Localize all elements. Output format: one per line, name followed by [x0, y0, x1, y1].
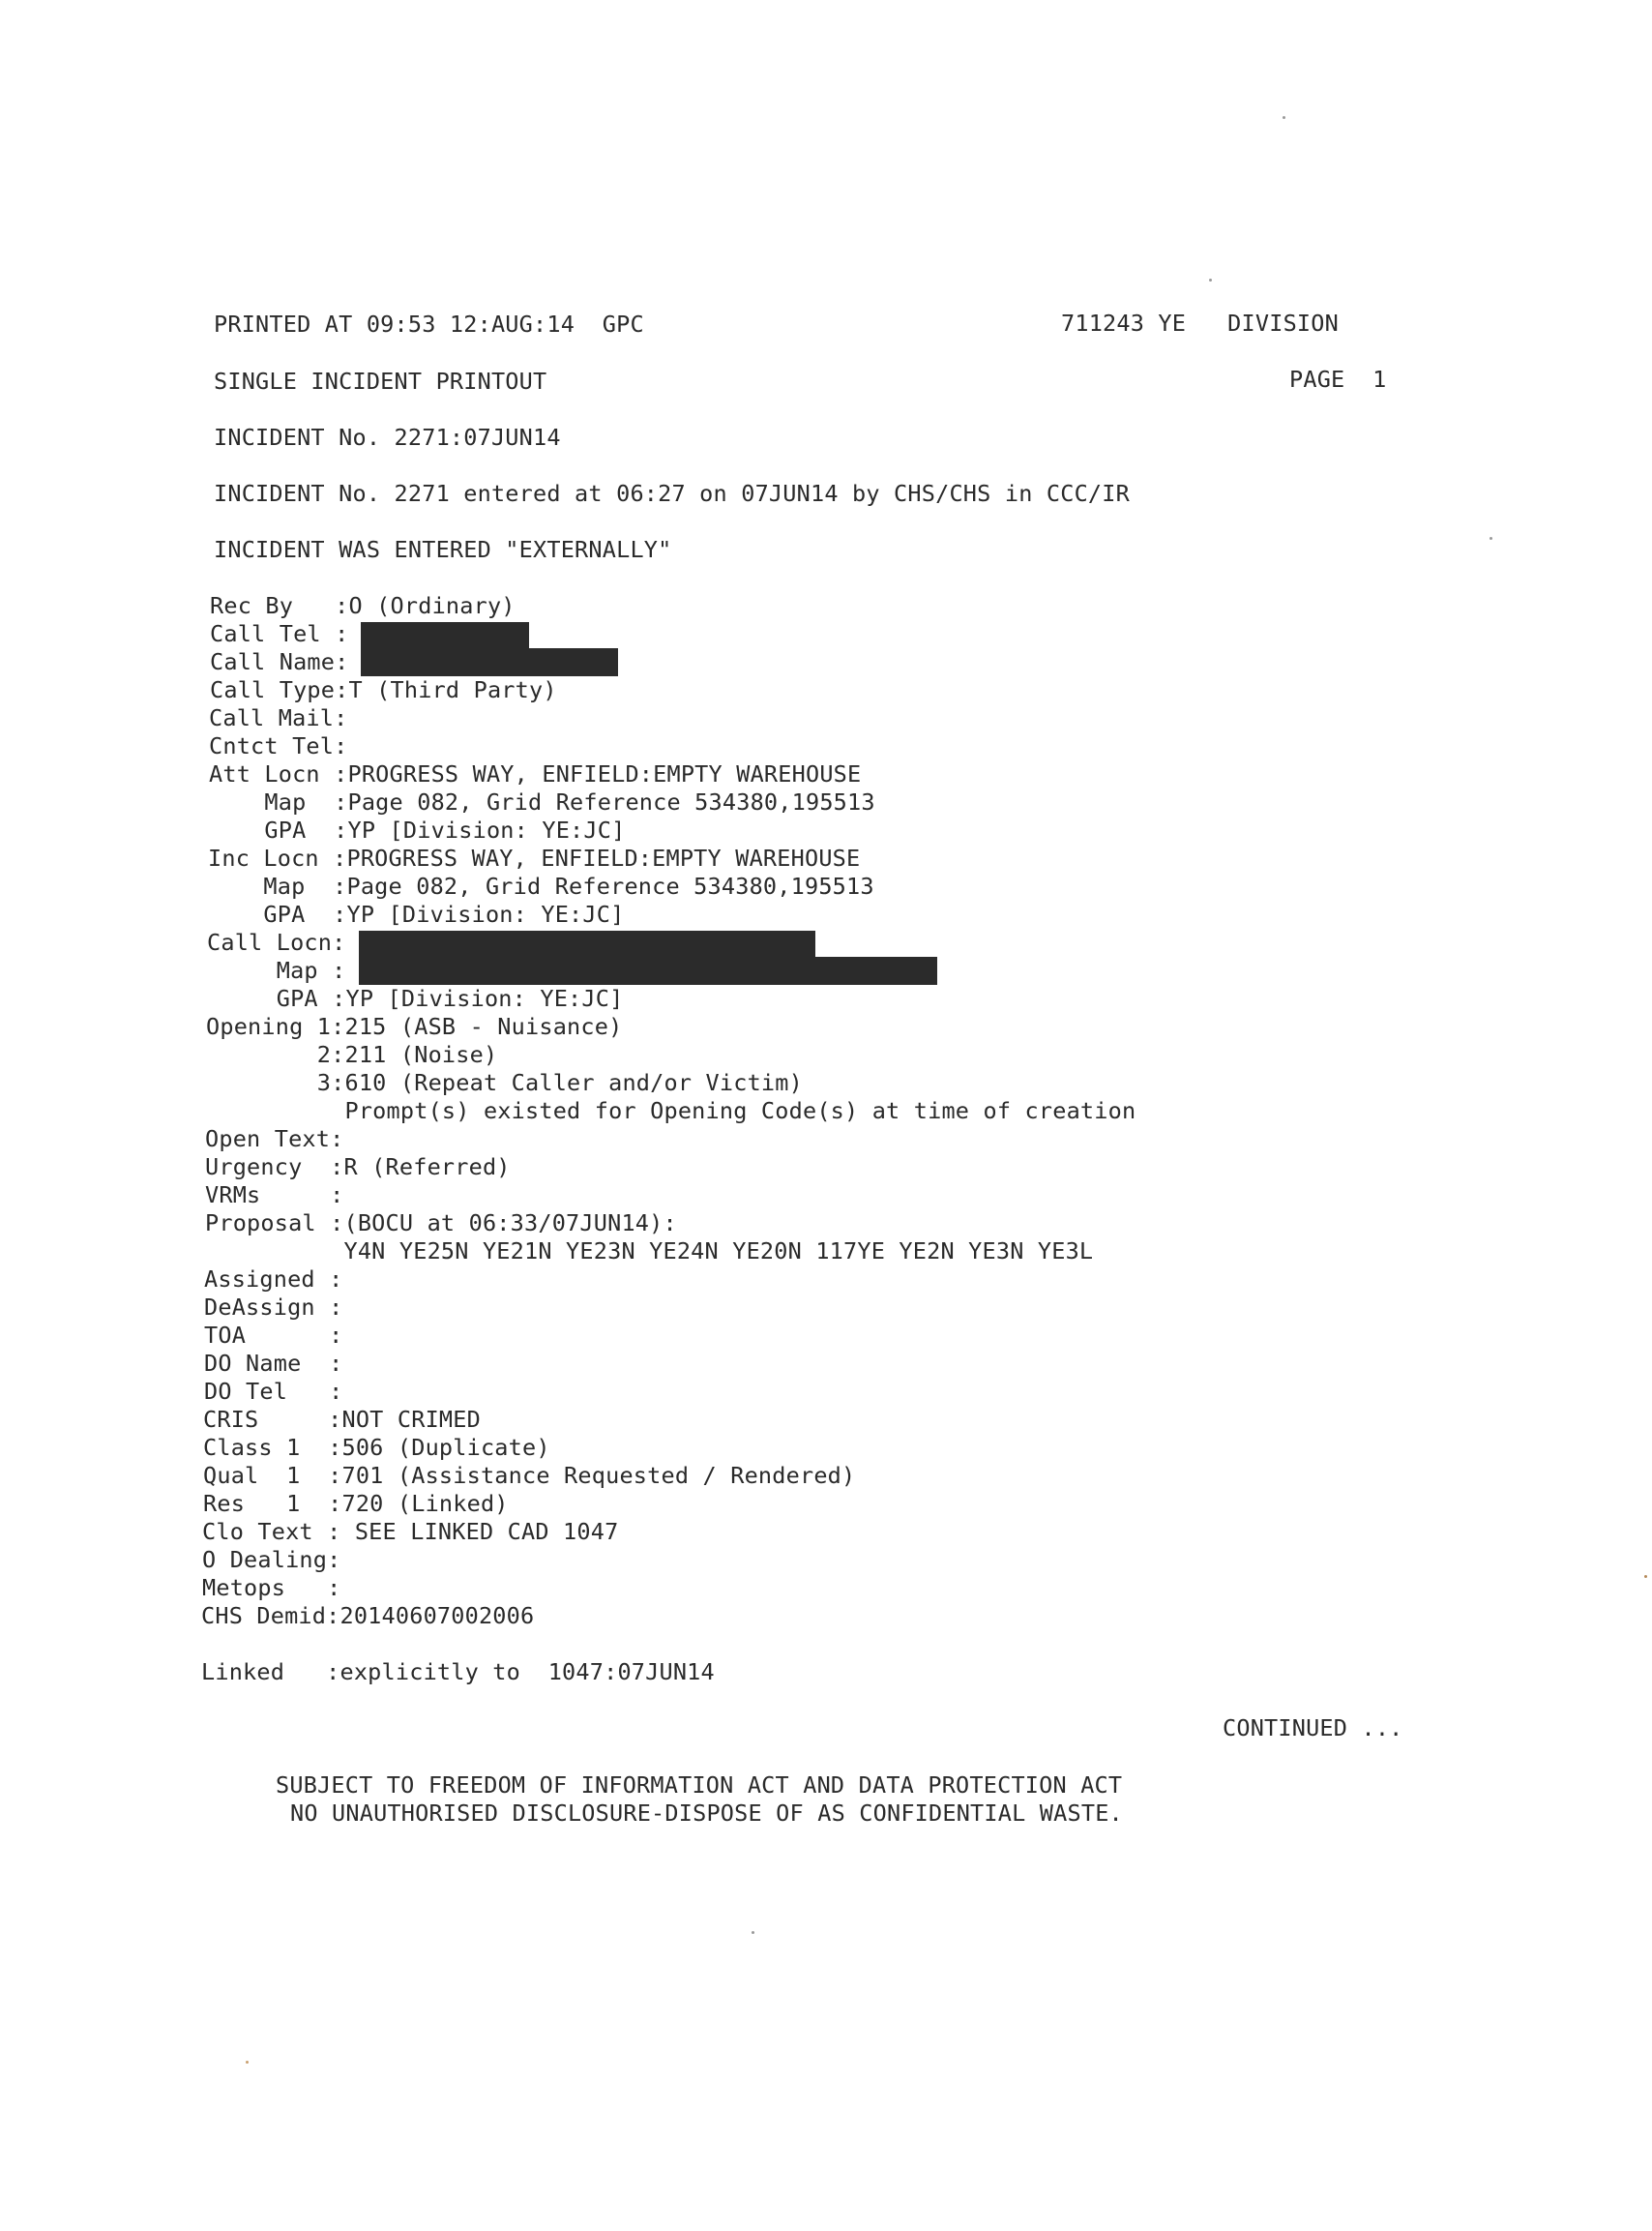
field-proposal: Proposal :(BOCU at 06:33/07JUN14):	[205, 1209, 677, 1236]
scan-speck	[1283, 116, 1285, 119]
confidentiality-notice-2: NO UNAUTHORISED DISCLOSURE-DISPOSE OF AS CONFIDENTIAL WASTE.	[290, 1800, 1123, 1827]
field-clo-text: Clo Text : SEE LINKED CAD 1047	[202, 1518, 619, 1545]
field-att-gpa: GPA :YP [Division: YE:JC]	[209, 817, 626, 844]
field-call-mail: Call Mail:	[209, 704, 348, 731]
field-rec-by: Rec By :O (Ordinary)	[210, 592, 516, 619]
field-deassign: DeAssign :	[204, 1294, 343, 1321]
division-line: 711243 YE DIVISION	[1061, 310, 1339, 337]
field-call-map: Map :	[207, 957, 346, 984]
field-inc-locn: Inc Locn :PROGRESS WAY, ENFIELD:EMPTY WAREHOUSE	[208, 845, 861, 872]
field-opening-prompt: Prompt(s) existed for Opening Code(s) at time of creation	[206, 1097, 1136, 1124]
document-title: SINGLE INCIDENT PRINTOUT	[214, 368, 547, 395]
scan-speck	[1490, 537, 1492, 540]
field-inc-map: Map :Page 082, Grid Reference 534380,195513	[208, 873, 874, 900]
scan-speck	[1209, 279, 1212, 282]
scan-speck	[752, 1931, 754, 1934]
field-urgency: Urgency :R (Referred)	[205, 1153, 511, 1180]
field-do-tel: DO Tel :	[204, 1378, 343, 1405]
field-cntct-tel: Cntct Tel:	[209, 732, 348, 759]
field-metops: Metops :	[202, 1574, 341, 1601]
field-assigned: Assigned :	[204, 1265, 343, 1293]
field-linked: Linked :explicitly to 1047:07JUN14	[201, 1658, 715, 1685]
field-do-name: DO Name :	[204, 1350, 343, 1377]
field-call-name: Call Name:	[210, 648, 349, 675]
redaction-call-tel	[361, 622, 529, 650]
continued-label: CONTINUED ...	[1223, 1714, 1403, 1741]
field-o-dealing: O Dealing:	[202, 1546, 341, 1573]
field-vrms: VRMs :	[205, 1181, 344, 1208]
field-att-locn: Att Locn :PROGRESS WAY, ENFIELD:EMPTY WAREHOUSE	[209, 760, 862, 788]
field-cris: CRIS :NOT CRIMED	[203, 1406, 481, 1433]
printed-at-line: PRINTED AT 09:53 12:AUG:14 GPC	[214, 311, 644, 338]
incident-number: INCIDENT No. 2271:07JUN14	[214, 424, 561, 451]
incident-entered-line: INCIDENT No. 2271 entered at 06:27 on 07JUN14 by CHS/CHS in CCC/IR	[214, 480, 1130, 507]
field-call-tel: Call Tel :	[210, 620, 349, 647]
field-proposal-units: Y4N YE25N YE21N YE23N YE24N YE20N 117YE YE2N YE3N YE3L	[205, 1237, 1094, 1264]
field-opening-2: 2:211 (Noise)	[206, 1041, 498, 1068]
field-opening-3: 3:610 (Repeat Caller and/or Victim)	[206, 1069, 803, 1096]
field-qual-1: Qual 1 :701 (Assistance Requested / Rendered)	[203, 1462, 856, 1489]
field-call-type: Call Type:T (Third Party)	[210, 676, 557, 703]
field-res-1: Res 1 :720 (Linked)	[203, 1490, 509, 1517]
redaction-call-map	[359, 957, 937, 985]
field-inc-gpa: GPA :YP [Division: YE:JC]	[208, 901, 625, 928]
incident-externally-line: INCIDENT WAS ENTERED "EXTERNALLY"	[214, 536, 672, 563]
confidentiality-notice-1: SUBJECT TO FREEDOM OF INFORMATION ACT AND DATA PROTECTION ACT	[276, 1771, 1123, 1799]
page-number: PAGE 1	[1289, 366, 1387, 393]
field-open-text: Open Text:	[205, 1125, 344, 1152]
field-call-gpa: GPA :YP [Division: YE:JC]	[207, 985, 624, 1012]
field-chs-demid: CHS Demid:20140607002006	[201, 1602, 535, 1629]
field-opening-1: Opening 1:215 (ASB - Nuisance)	[206, 1013, 623, 1040]
field-toa: TOA :	[204, 1322, 343, 1349]
redaction-call-name	[361, 648, 618, 676]
field-att-map: Map :Page 082, Grid Reference 534380,195513	[209, 788, 875, 816]
scan-speck	[246, 2061, 249, 2064]
redaction-call-locn	[359, 931, 815, 959]
field-class-1: Class 1 :506 (Duplicate)	[203, 1434, 550, 1461]
field-call-locn: Call Locn:	[207, 929, 346, 956]
scan-speck	[1644, 1575, 1647, 1578]
